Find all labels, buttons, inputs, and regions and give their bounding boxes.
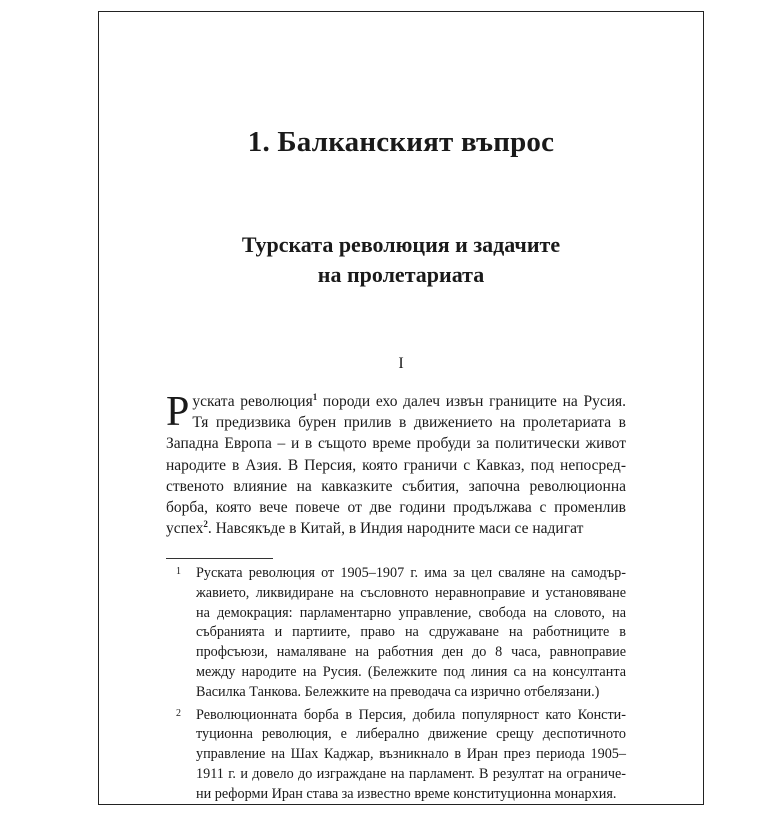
book-page — [98, 11, 704, 805]
body-text-part-3: . Навсякъде в Китай, в Индия народните маси се надигат — [207, 520, 584, 538]
footnote-divider — [166, 558, 273, 559]
footnote-text: Руската революция от 1905–1907 г. има за цел сваляне на самодържавието, ликвидиране на съсловното неравноправие и установяване на демокрация: парламентарно управление, свобода на словото, на събранията и партиите, право на сдружаване на работниците в профсъюзи, намаляване на работния ден до 8 часа, равноправие между народите на Русия. (Бележките под линия са на консултанта Василка Танкова. Бележките на преводача са изрично отбелязани.) — [196, 565, 626, 700]
subtitle-line-1: Турската революция и задачите — [241, 232, 561, 257]
footnotes — [176, 564, 626, 808]
section-numeral: I — [398, 355, 404, 372]
footnote-ref-2[interactable]: 2 — [203, 519, 208, 530]
drop-cap: Р — [166, 389, 190, 435]
body-paragraph — [166, 391, 626, 539]
footnote-item — [176, 564, 626, 703]
subtitle-line-2: на пролетариата — [317, 262, 485, 287]
footnote-ref-1[interactable]: 1 — [312, 391, 318, 402]
body-text-part-1: уската революция — [192, 393, 313, 410]
footnote-number: 2 — [176, 707, 181, 719]
body-text-part-2: породи ехо далеч извън границите на Русия. Тя предизвика бурен прилив в движението на пролетариата в Западна Европа – и в същото време пробуди за политически живот народите в Азия. В Персия, която граничи с Кавказ, под непосредственото влияние на кавказките събития, започна революционна борба, която вече повече от две години продължава с променлив успех — [166, 393, 626, 538]
section-subtitle — [99, 230, 703, 290]
footnote-number: 1 — [176, 566, 181, 577]
footnote-text: Революционната борба в Персия, добила популярност като Конституционна революция, е либерално движение срещу деспотичното управление на Шах Каджар, възникнало в Иран през периода 1905–1911 г. и довело до изграждане на парламент. В резултат на ограничени реформи Иран става за известно време конституционна монархия. — [196, 706, 626, 802]
footnote-item — [176, 706, 626, 805]
chapter-title: 1. Балканският въпрос — [247, 126, 555, 158]
